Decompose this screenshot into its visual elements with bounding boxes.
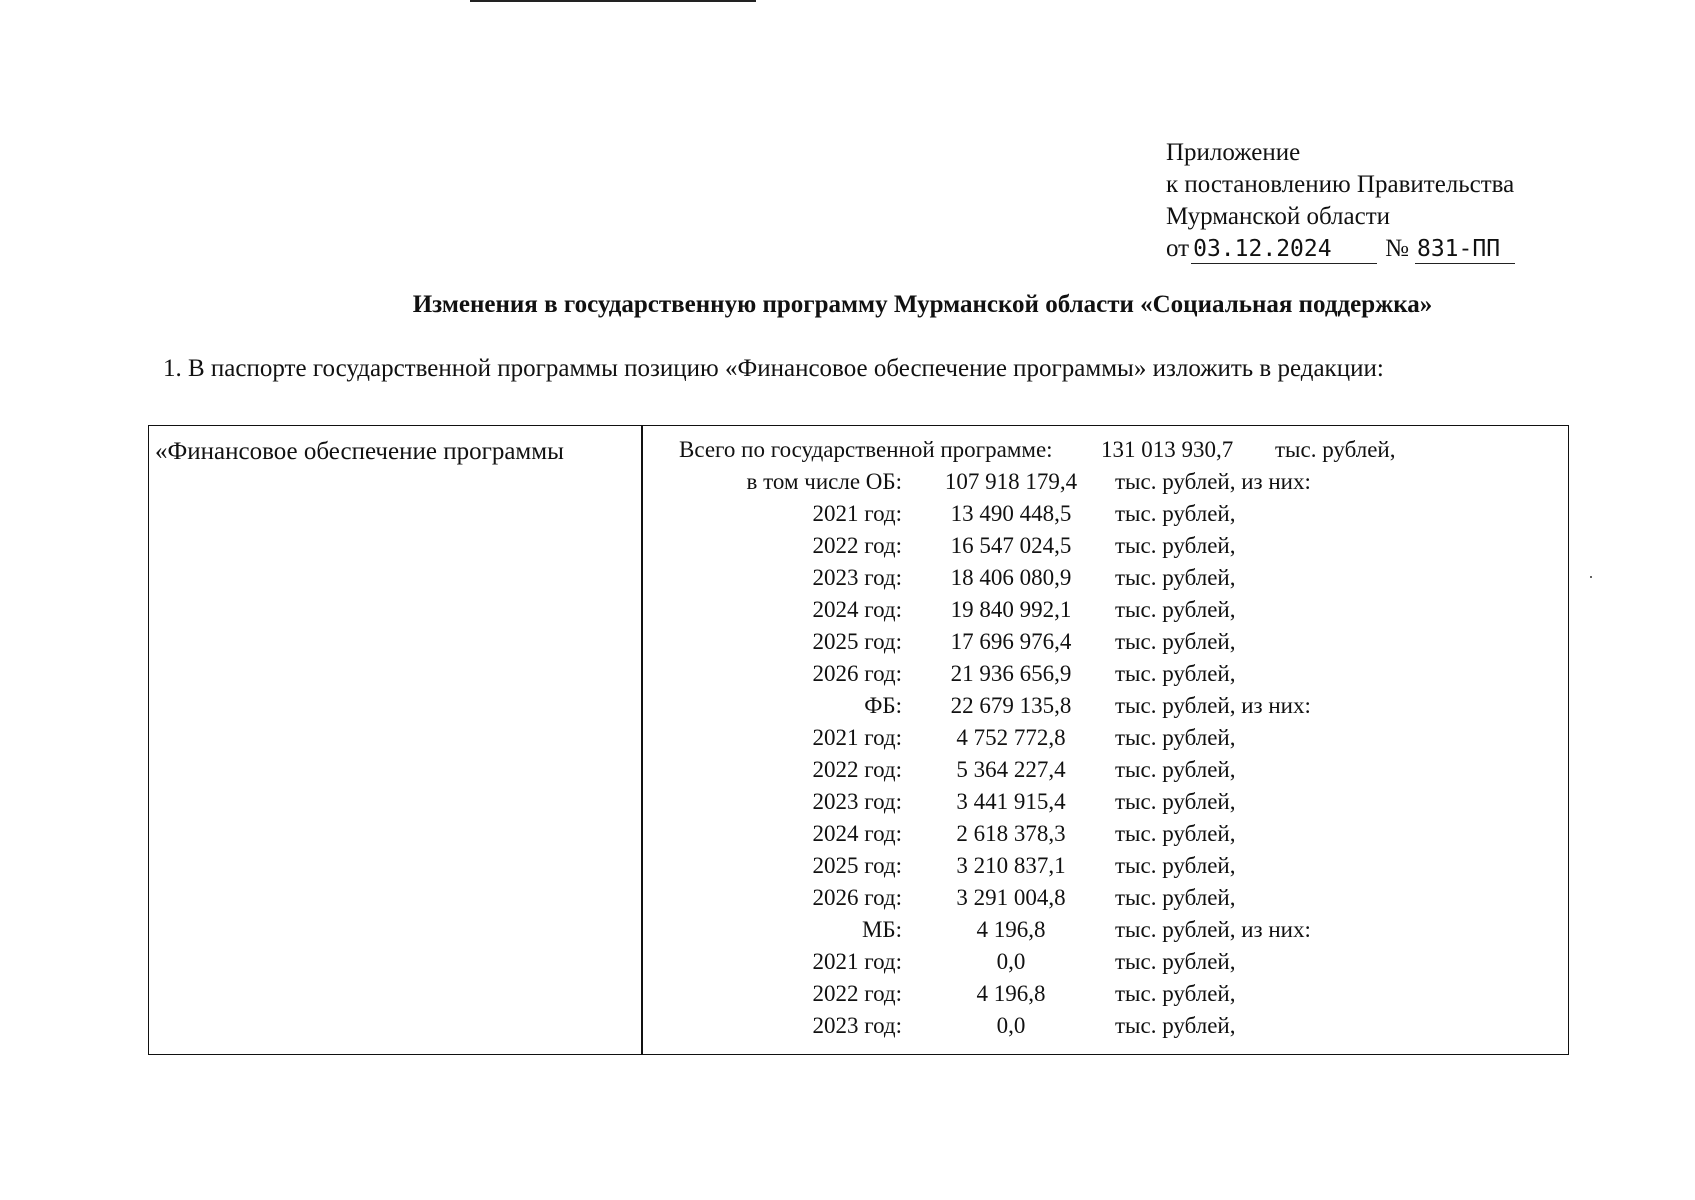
annex-date-number-row (1166, 233, 1515, 265)
financing-row (641, 722, 1541, 754)
row-unit: тыс. рублей, (1115, 949, 1236, 974)
row-unit: тыс. рублей, из них: (1115, 917, 1311, 942)
resolution-date: 03.12.2024 (1191, 235, 1377, 264)
total-unit: тыс. рублей, (1275, 437, 1396, 462)
row-value: 13 490 448,5 (950, 501, 1072, 526)
row-label: 2021 год: (812, 725, 902, 750)
row-value: 17 696 976,4 (950, 629, 1072, 654)
annex-region: Мурманской области (1166, 203, 1391, 230)
row-label: 2022 год: (812, 757, 902, 782)
row-label: 2026 год: (812, 661, 902, 686)
financing-row (641, 626, 1541, 658)
annex-block (1166, 137, 1515, 265)
financing-row (641, 786, 1541, 818)
row-value: 2 618 378,3 (956, 821, 1066, 846)
row-value: 3 210 837,1 (956, 853, 1066, 878)
document-title: Изменения в государственную программу Мурманской области «Социальная поддержка» (412, 291, 1433, 318)
row-unit: тыс. рублей, (1115, 981, 1236, 1006)
row-label: 2023 год: (812, 565, 902, 590)
financing-row (641, 498, 1541, 530)
row-label: 2025 год: (812, 629, 902, 654)
row-label: ФБ: (864, 693, 902, 718)
financing-table (148, 425, 1569, 1055)
row-unit: тыс. рублей, (1115, 533, 1236, 558)
annex-title: Приложение (1166, 139, 1301, 166)
row-value: 0,0 (996, 1013, 1026, 1038)
financing-row (641, 850, 1541, 882)
financing-row (641, 466, 1541, 498)
financing-row (641, 978, 1541, 1010)
row-unit: тыс. рублей, (1115, 757, 1236, 782)
number-sign: № (1385, 235, 1409, 262)
row-value: 3 291 004,8 (956, 885, 1066, 910)
row-label: 2021 год: (812, 501, 902, 526)
financing-row (641, 594, 1541, 626)
financing-row (641, 530, 1541, 562)
row-unit: тыс. рублей, (1115, 501, 1236, 526)
row-value: 22 679 135,8 (950, 693, 1072, 718)
row-unit: тыс. рублей, из них: (1115, 469, 1311, 494)
row-label: в том числе ОБ: (746, 469, 902, 494)
stray-mark (1590, 576, 1592, 578)
row-value: 18 406 080,9 (950, 565, 1072, 590)
row-value: 21 936 656,9 (950, 661, 1072, 686)
paragraph-1: 1. В паспорте государственной программы позицию «Финансовое обеспечение программы» изложить в редакции: (163, 355, 1384, 382)
row-label: 2023 год: (812, 1013, 902, 1038)
financing-row (641, 946, 1541, 978)
row-unit: тыс. рублей, (1115, 1013, 1236, 1038)
row-value: 4 752 772,8 (956, 725, 1066, 750)
row-label: 2022 год: (812, 981, 902, 1006)
row-unit: тыс. рублей, (1115, 725, 1236, 750)
row-unit: тыс. рублей, (1115, 565, 1236, 590)
financing-row (641, 690, 1541, 722)
row-value: 4 196,8 (976, 981, 1046, 1006)
row-value: 3 441 915,4 (956, 789, 1066, 814)
row-value: 5 364 227,4 (956, 757, 1066, 782)
row-unit: тыс. рублей, (1115, 789, 1236, 814)
row-label: 2022 год: (812, 533, 902, 558)
row-unit: тыс. рублей, из них: (1115, 693, 1311, 718)
date-prefix: от (1166, 235, 1190, 262)
row-label: 2021 год: (812, 949, 902, 974)
total-row (641, 434, 1541, 466)
financing-row (641, 1010, 1541, 1042)
financing-row (641, 882, 1541, 914)
row-value: 19 840 992,1 (950, 597, 1072, 622)
financing-row (641, 914, 1541, 946)
row-unit: тыс. рублей, (1115, 853, 1236, 878)
row-value: 0,0 (996, 949, 1026, 974)
row-unit: тыс. рублей, (1115, 629, 1236, 654)
top-scan-mark (470, 0, 756, 2)
row-value: 4 196,8 (976, 917, 1046, 942)
financing-row (641, 658, 1541, 690)
row-unit: тыс. рублей, (1115, 661, 1236, 686)
total-label: Всего по государственной программе: (679, 437, 1053, 462)
row-label: 2026 год: (812, 885, 902, 910)
table-left-cell: «Финансовое обеспечение программы (155, 438, 564, 465)
row-label: 2024 год: (812, 821, 902, 846)
row-unit: тыс. рублей, (1115, 597, 1236, 622)
row-label: МБ: (861, 917, 902, 942)
row-value: 107 918 179,4 (944, 469, 1078, 494)
row-label: 2024 год: (812, 597, 902, 622)
row-unit: тыс. рублей, (1115, 821, 1236, 846)
financing-row (641, 562, 1541, 594)
row-unit: тыс. рублей, (1115, 885, 1236, 910)
row-value: 16 547 024,5 (950, 533, 1072, 558)
total-value: 131 013 930,7 (1101, 437, 1234, 462)
financing-row (641, 754, 1541, 786)
financing-row (641, 818, 1541, 850)
row-label: 2025 год: (812, 853, 902, 878)
row-label: 2023 год: (812, 789, 902, 814)
resolution-number: 831-ПП (1415, 235, 1515, 264)
annex-resolution-ref: к постановлению Правительства (1166, 171, 1515, 198)
